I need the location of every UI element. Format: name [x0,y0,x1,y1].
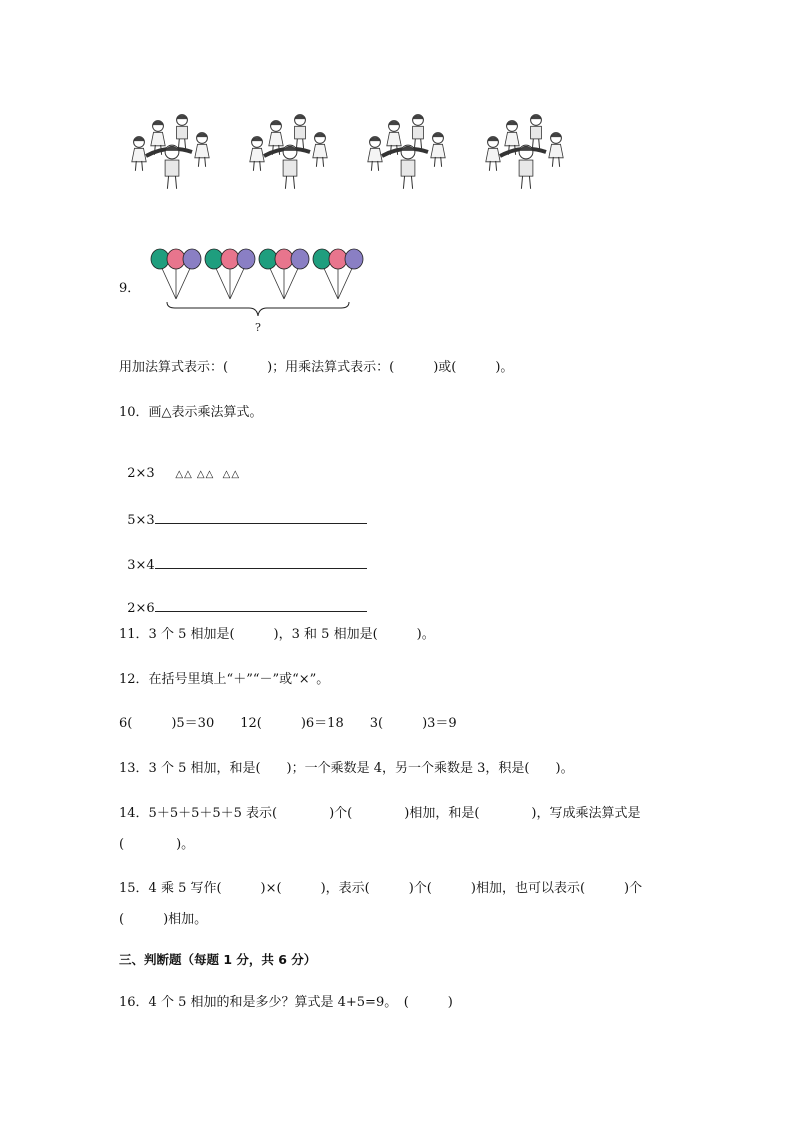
child-figure [177,115,188,149]
child-figure [431,133,445,167]
q12-items: 6( )5＝30 12( )6＝18 3( )3＝9 [119,716,457,731]
child-figure [519,145,533,189]
children-circle-group [250,115,327,189]
child-figure [401,145,415,189]
child-figure [368,137,382,171]
balloon [259,249,277,269]
children-groups-illustration [118,100,578,218]
balloon-group [151,249,201,299]
child-figure [413,115,424,149]
child-figure [195,133,209,167]
answer-blank-line[interactable] [155,599,367,612]
answer-blank-line[interactable] [155,511,367,524]
q10-title: 10．画△表示乘法算式。 [119,405,263,420]
child-figure [250,137,264,171]
balloon-group [259,249,309,299]
q10-row-formula: 5×3 [127,513,155,528]
balloon [151,249,169,269]
child-figure [295,115,306,149]
balloon [237,249,255,269]
q10-row [119,540,367,574]
balloon [291,249,309,269]
child-figure [486,137,500,171]
q15-line2: ( )相加。 [119,912,208,927]
balloon [167,249,185,269]
section-heading: 三、判断题（每题 1 分，共 6 分） [119,952,317,967]
brace-label: ? [255,321,261,334]
balloon [205,249,223,269]
q10-row-formula: 2×6 [127,601,155,616]
child-figure [531,115,542,149]
balloon [275,249,293,269]
brace [167,302,349,316]
children-circle-group [486,115,563,189]
q11: 11．3 个 5 相加是( )，3 和 5 相加是( )。 [119,627,435,642]
q9-answer-line: 用加法算式表示：( )；用乘法算式表示：( )或( )。 [119,360,514,375]
balloon-figure [145,244,370,336]
balloon [345,249,363,269]
balloon [313,249,331,269]
balloon-group [205,249,255,299]
q10-row [119,583,367,617]
q14-line1: 14．5＋5＋5＋5＋5 表示( )个( )相加，和是( )，写成乘法算式是 [119,806,641,821]
q9-number: 9． [119,281,141,296]
balloon [329,249,347,269]
balloon [221,249,239,269]
balloon [183,249,201,269]
q13: 13．3 个 5 相加，和是( )；一个乘数是 4，另一个乘数是 3，积是( )。 [119,761,574,776]
triangle-icons: △△ △△ △△ [175,469,241,480]
child-figure [283,145,297,189]
children-circle-group [368,115,445,189]
answer-blank-line[interactable] [155,556,367,569]
q10-example-formula: 2×3 [127,466,155,481]
q14-line2: ( )。 [119,837,195,852]
child-figure [165,145,179,189]
child-figure [132,137,146,171]
children-circle-group [132,115,209,189]
q10-row [119,495,367,529]
q10-row-formula: 3×4 [127,558,155,573]
child-figure [549,133,563,167]
balloon-group [313,249,363,299]
q10-example [119,450,240,483]
child-figure [313,133,327,167]
q16: 16．4 个 5 相加的和是多少？算式是 4+5=9。 ( ) [119,995,453,1010]
q15-line1: 15．4 乘 5 写作( )×( )，表示( )个( )相加，也可以表示( )个 [119,881,643,896]
q12-title: 12．在括号里填上“＋”“－”或“×”。 [119,672,330,687]
